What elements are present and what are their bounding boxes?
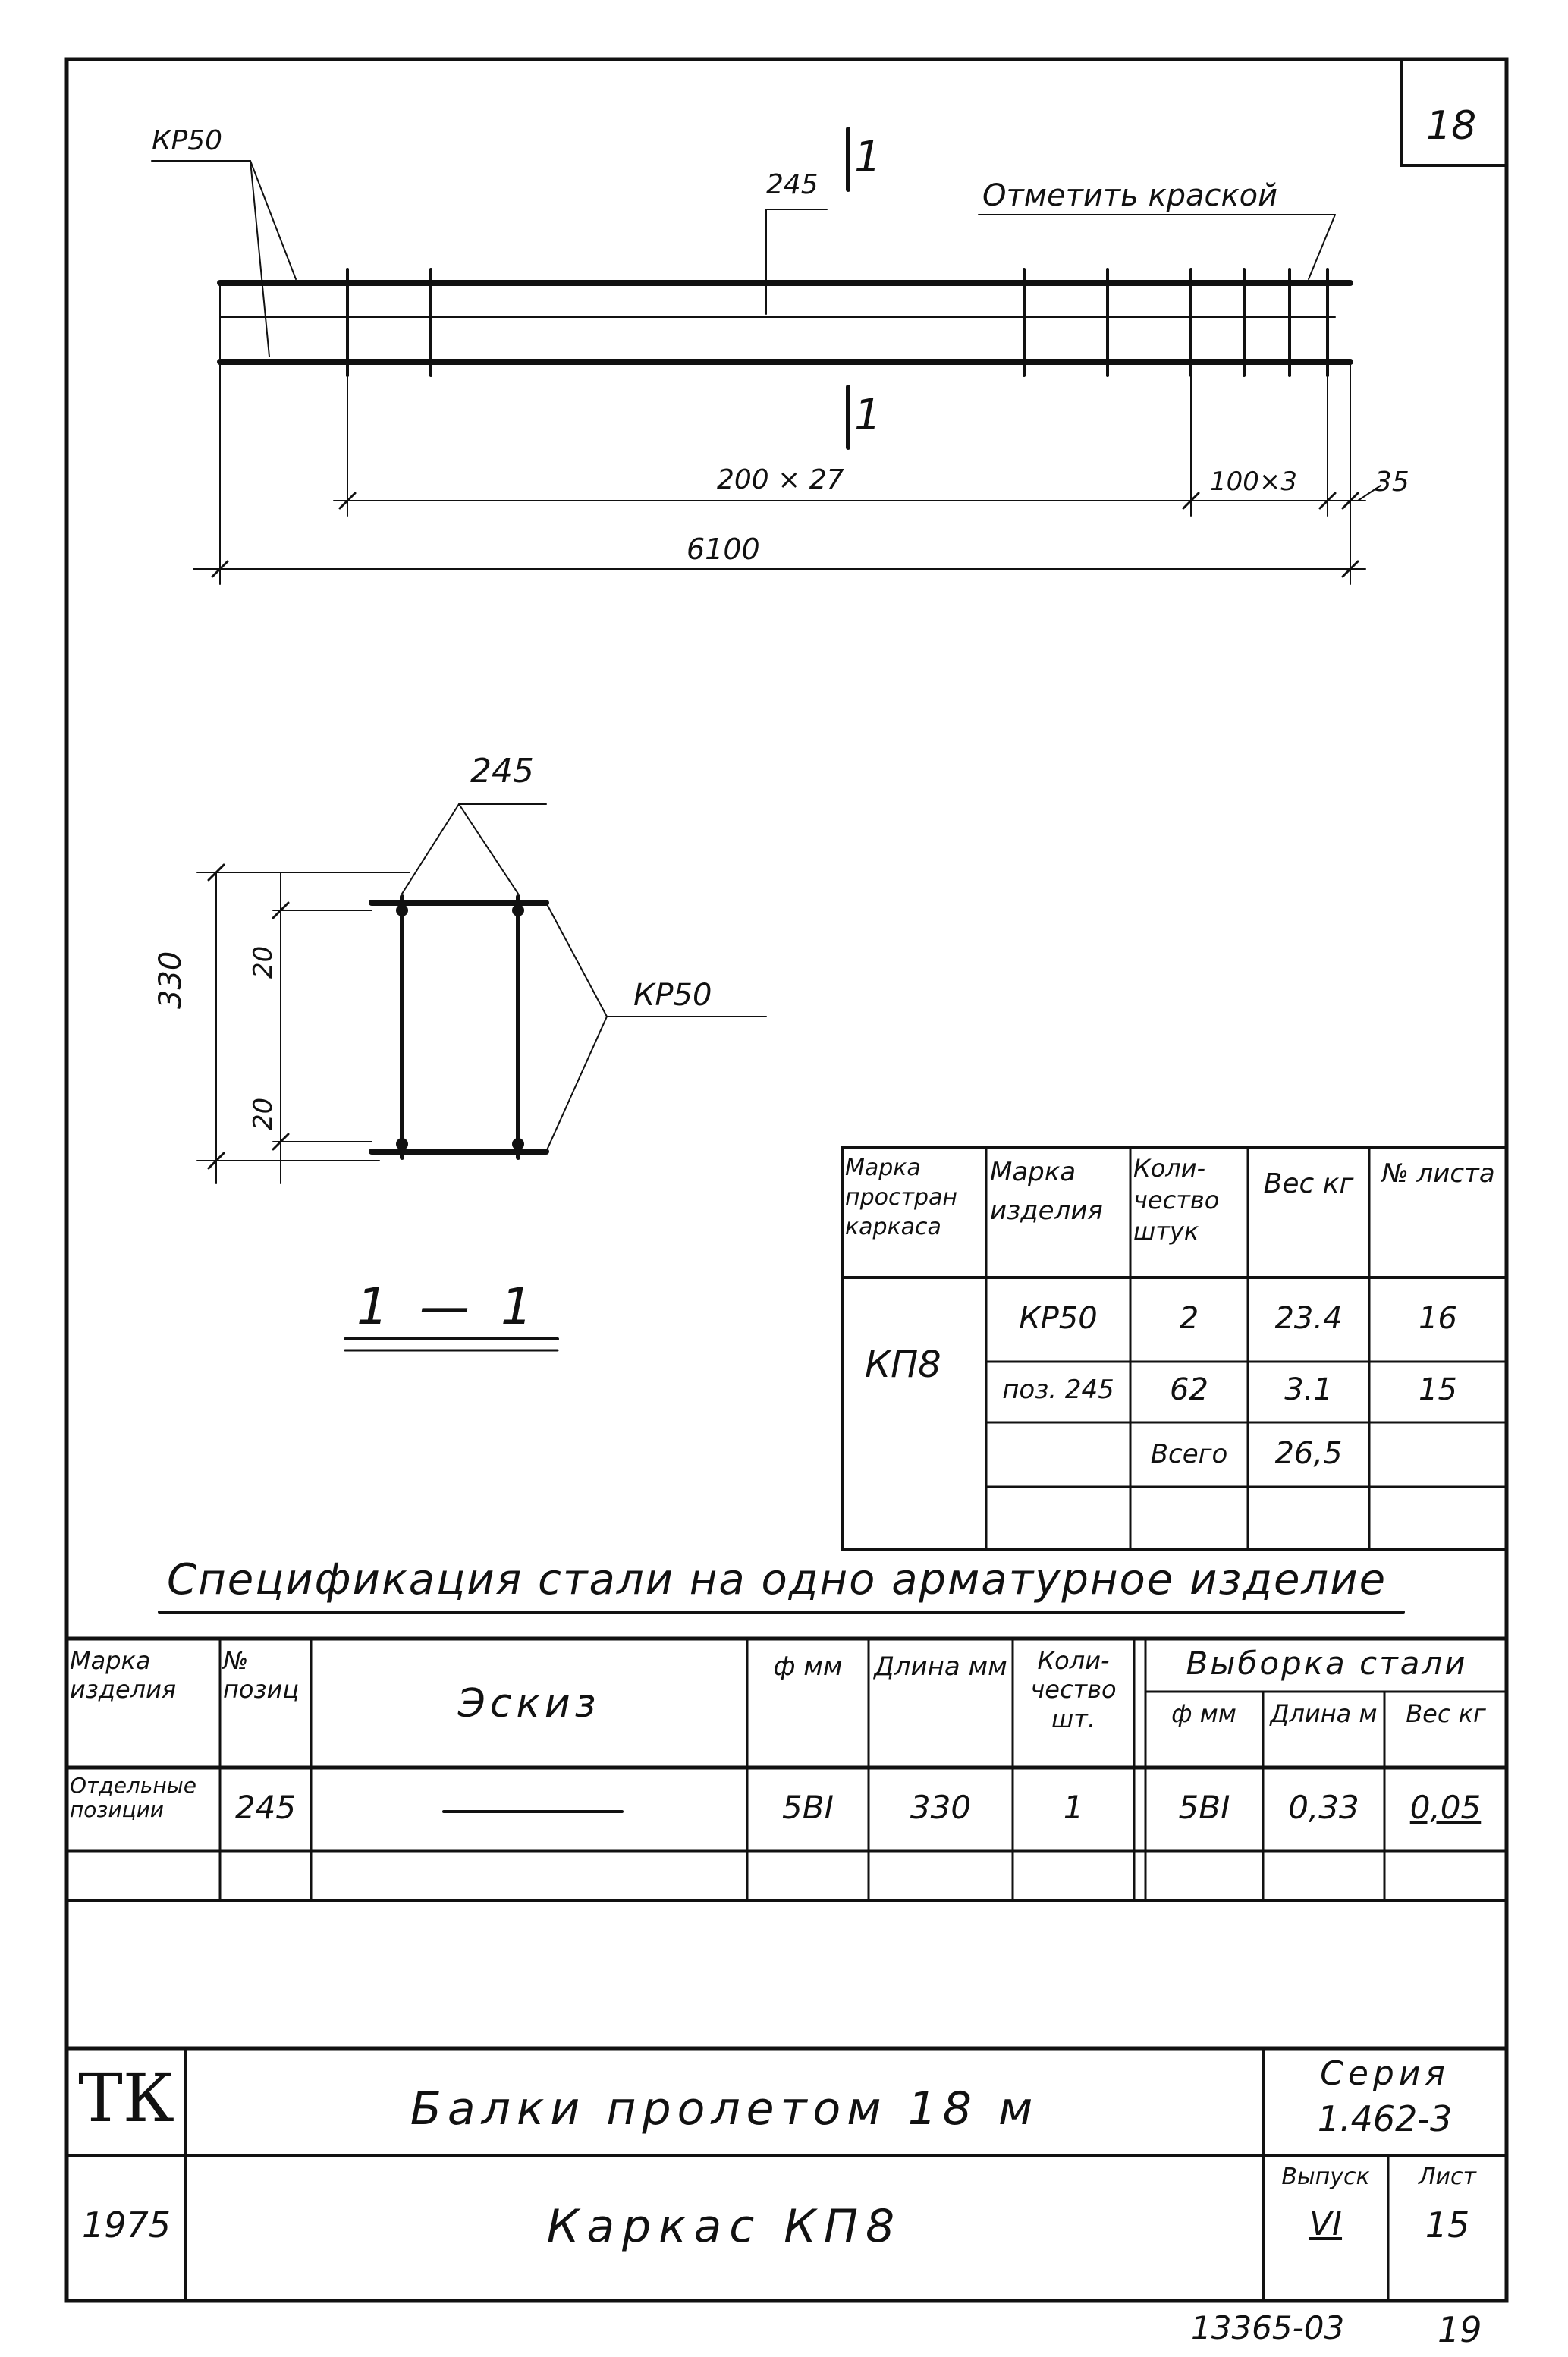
frame-row-3-weight: 26,5 xyxy=(1274,1436,1343,1471)
dim-330: 330 xyxy=(153,951,188,1009)
frame-table-header-1: Марка простран каркаса xyxy=(845,1155,958,1240)
dim-100x3: 100×3 xyxy=(1210,467,1298,497)
section-mark-top: 1 xyxy=(854,133,881,182)
spec-header-mark: Марка изделия xyxy=(70,1646,177,1705)
kp50-label-top: КР50 xyxy=(152,125,223,156)
issue-label: Выпуск xyxy=(1281,2164,1370,2190)
spec-header-sel-weight: Вес кг xyxy=(1406,1699,1486,1728)
sheet-value: 15 xyxy=(1425,2205,1470,2245)
title-line-1: Балки пролетом 18 м xyxy=(410,2082,1039,2135)
spec-row-pos: 245 xyxy=(234,1789,297,1826)
spec-header-length: Длина мм xyxy=(874,1651,1007,1682)
frame-table-header-4: Вес кг xyxy=(1263,1168,1354,1199)
frame-table-header-2: Марка изделия xyxy=(990,1157,1103,1226)
spec-row-mark: Отдельные позиции xyxy=(70,1773,196,1823)
archive-number: 13365-03 xyxy=(1191,2309,1345,2346)
spec-header-pos: № позиц xyxy=(223,1646,300,1705)
frame-row-2-weight: 3.1 xyxy=(1284,1372,1333,1407)
frame-table-header-5: № листа xyxy=(1381,1158,1495,1189)
spec-row-length: 330 xyxy=(910,1789,972,1826)
frame-row-1-weight: 23.4 xyxy=(1274,1301,1343,1336)
spec-row-dia: 5ВI xyxy=(782,1789,834,1826)
sheet-corner-number: 18 xyxy=(1426,103,1477,149)
issue-value: VI xyxy=(1309,2205,1343,2243)
spec-header-sel-dia: ф мм xyxy=(1171,1699,1236,1728)
frame-row-3-qty: Всего xyxy=(1150,1439,1228,1469)
dim-20-top: 20 xyxy=(248,945,278,979)
paint-note: Отметить краской xyxy=(982,178,1278,213)
frame-row-2-qty: 62 xyxy=(1170,1372,1208,1407)
section-kp50: КР50 xyxy=(633,978,712,1013)
frame-row-2-item: поз. 245 xyxy=(1002,1375,1114,1405)
spec-header-selection: Выборка стали xyxy=(1186,1645,1468,1682)
series-label: Серия xyxy=(1320,2054,1450,2093)
spec-row-sel-len: 0,33 xyxy=(1288,1789,1359,1826)
frame-row-2-sheet: 15 xyxy=(1419,1372,1457,1407)
dim-6100: 6100 xyxy=(687,533,760,566)
year: 1975 xyxy=(81,2205,171,2245)
frame-row-1-qty: 2 xyxy=(1179,1301,1199,1336)
section-title: 1 — 1 xyxy=(357,1277,540,1336)
org-code: ТК xyxy=(78,2059,174,2137)
page-number: 19 xyxy=(1438,2309,1482,2350)
spec-header-dia: ф мм xyxy=(773,1651,843,1682)
spec-header-sketch: Эскиз xyxy=(457,1681,601,1727)
pos-245-label-top: 245 xyxy=(766,169,819,200)
section-pos-245: 245 xyxy=(470,752,534,790)
dim-35: 35 xyxy=(1375,467,1409,498)
frame-row-1-sheet: 16 xyxy=(1419,1301,1457,1336)
spec-header-qty: Коли-чество шт. xyxy=(1030,1646,1117,1733)
frame-mark: КП8 xyxy=(865,1343,941,1386)
frame-row-1-item: КР50 xyxy=(1019,1301,1098,1336)
spec-title: Спецификация стали на одно арматурное изделие xyxy=(167,1555,1387,1604)
section-mark-bottom: 1 xyxy=(854,391,881,440)
spec-row-qty: 1 xyxy=(1063,1789,1084,1826)
series-value: 1.462-3 xyxy=(1317,2098,1453,2139)
title-line-2: Каркас КП8 xyxy=(546,2200,903,2253)
frame-table-header-3: Коли-чество штук xyxy=(1133,1154,1220,1246)
spec-row-sel-weight: 0,05 xyxy=(1409,1789,1482,1826)
dim-20-bottom: 20 xyxy=(248,1097,278,1130)
dim-200x27: 200 × 27 xyxy=(717,464,844,495)
sheet-label: Лист xyxy=(1418,2164,1477,2190)
spec-row-sel-dia: 5ВI xyxy=(1178,1789,1230,1826)
spec-header-sel-len: Длина м xyxy=(1270,1699,1378,1728)
